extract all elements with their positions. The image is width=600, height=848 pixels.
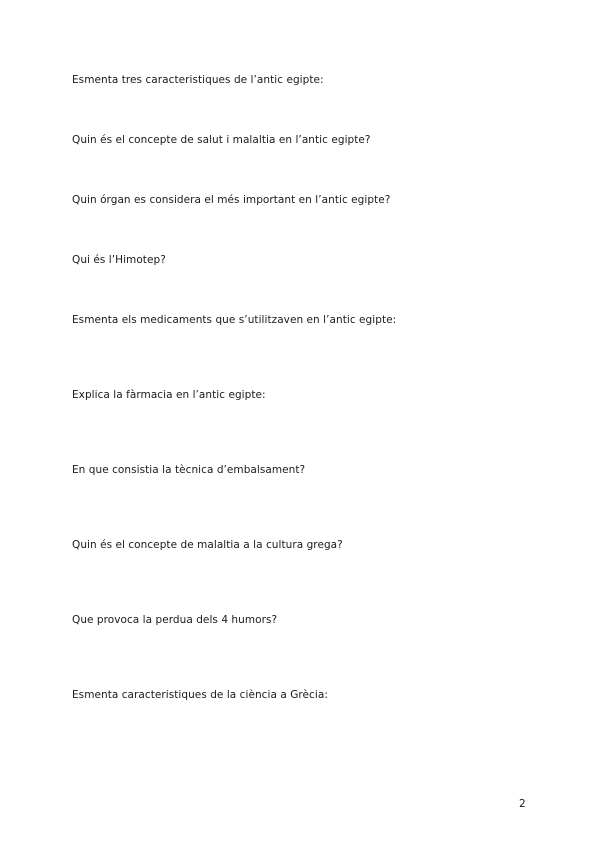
question-6: Explica la fàrmacia en l’antic egipte: — [72, 389, 266, 401]
question-4: Qui és l’Himotep? — [72, 254, 166, 266]
question-1: Esmenta tres caracteristiques de l’antic egipte: — [72, 74, 324, 86]
question-7: En que consistia la tècnica d’embalsament? — [72, 464, 306, 476]
page-number: 2 — [519, 798, 526, 810]
question-2: Quin és el concepte de salut i malaltia en l’antic egipte? — [72, 134, 371, 146]
question-8: Quin és el concepte de malaltia a la cultura grega? — [72, 539, 343, 551]
question-5: Esmenta els medicaments que s’utilitzaven en l’antic egipte: — [72, 314, 397, 326]
question-10: Esmenta caracteristiques de la ciència a Grècia: — [72, 689, 328, 701]
question-3: Quin órgan es considera el més important en l’antic egipte? — [72, 194, 391, 206]
question-9: Que provoca la perdua dels 4 humors? — [72, 614, 278, 626]
